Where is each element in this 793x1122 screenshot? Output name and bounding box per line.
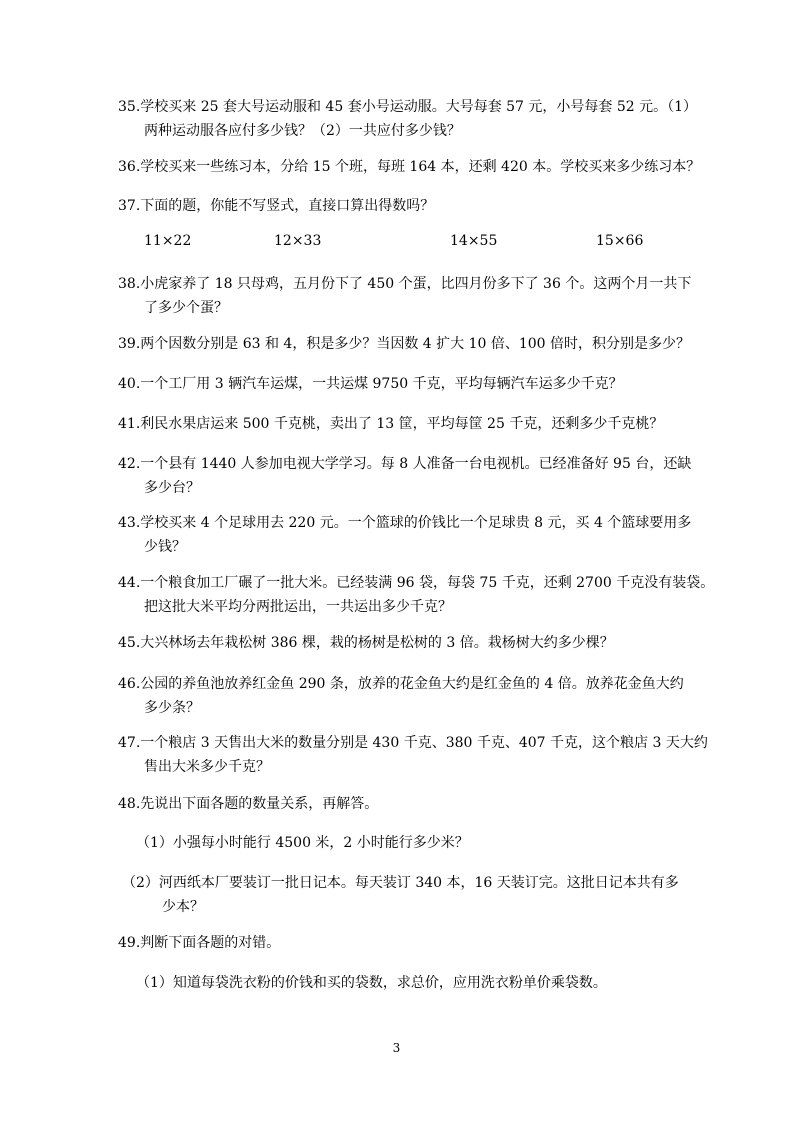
page-number: 3 <box>392 1041 401 1055</box>
question-47-line1: 47.一个粮店 3 天售出大米的数量分别是 430 千克、380 千克、407 千克，这个粮店 3 天大约 <box>118 735 708 751</box>
question-44-line1: 44.一个粮食加工厂碾了一批大米。已经装满 96 袋，每袋 75 千克，还剩 2700 千克没有装袋。 <box>118 575 715 591</box>
question-37-item-2: 12×33 <box>274 233 322 249</box>
question-37-item-3: 14×55 <box>450 233 498 249</box>
question-44 <box>118 571 715 619</box>
question-43 <box>118 511 692 559</box>
question-36-line1: 36.学校买来一些练习本，分给 15 个班，每班 164 本，还剩 420 本。学校买来多少练习本？ <box>118 159 701 175</box>
question-39-line1: 39.两个因数分别是 63 和 4，积是多少？当因数 4 扩大 10 倍、100 倍时，积分别是多少？ <box>118 336 691 352</box>
question-48 <box>118 792 688 816</box>
question-37-line1: 37.下面的题，你能不写竖式，直接口算出得数吗？ <box>118 198 435 214</box>
question-46-line1: 46.公园的养鱼池放养红金鱼 290 条，放养的花金鱼大约是红金鱼的 4 倍。放养花金鱼大约 <box>118 676 684 692</box>
question-38 <box>118 272 692 320</box>
question-48-sub-2-line2: 少本？ <box>162 899 204 915</box>
question-48-sub-1 <box>136 831 706 855</box>
question-38-line1: 38.小虎家养了 18 只母鸡，五月份下了 450 个蛋，比四月份多下了 36 个。这两个月一共下 <box>118 276 692 292</box>
question-47 <box>118 731 708 779</box>
question-35-line2: 两种运动服各应付多少钱？（2）一共应付多少钱？ <box>144 123 461 139</box>
question-43-line2: 少钱？ <box>144 539 186 555</box>
question-45 <box>118 631 688 655</box>
question-48-sub-1-text: （1）小强每小时能行 4500 米，2 小时能行多少米？ <box>136 835 469 851</box>
question-45-line1: 45.大兴林场去年栽松树 386 棵，栽的杨树是松树的 3 倍。栽杨树大约多少棵？ <box>118 635 614 651</box>
question-46-line2: 多少条？ <box>144 700 200 716</box>
question-35 <box>118 95 698 143</box>
question-41 <box>118 412 688 436</box>
question-37-items <box>144 233 704 257</box>
question-48-sub-2-line1: （2）河西纸本厂要装订一批日记本。每天装订 340 本，16 天装订完。这批日记本共有多 <box>122 875 679 891</box>
question-41-line1: 41.利民水果店运来 500 千克桃，卖出了 13 筐，平均每筐 25 千克，还剩多少千克桃？ <box>118 416 664 432</box>
question-39 <box>118 332 691 356</box>
question-40 <box>118 372 688 396</box>
question-43-line1: 43.学校买来 4 个足球用去 220 元。一个篮球的价钱比一个足球贵 8 元，买 4 个篮球要用多 <box>118 515 692 531</box>
question-37-item-4: 15×66 <box>596 233 644 249</box>
question-48-line1: 48.先说出下面各题的数量关系，再解答。 <box>118 796 379 812</box>
question-42-line2: 多少台？ <box>144 480 200 496</box>
question-36 <box>118 155 701 179</box>
question-42 <box>118 452 692 500</box>
question-40-line1: 40.一个工厂用 3 辆汽车运煤，一共运煤 9750 千克，平均每辆汽车运多少千克？ <box>118 376 623 392</box>
question-37-item-1: 11×22 <box>144 233 192 249</box>
question-46 <box>118 672 688 720</box>
question-38-line2: 了多少个蛋？ <box>144 300 228 316</box>
question-49 <box>118 931 688 955</box>
question-49-sub-1-text: （1）知道每袋洗衣粉的价钱和买的袋数，求总价，应用洗衣粉单价乘袋数。 <box>136 975 607 991</box>
question-42-line1: 42.一个县有 1440 人参加电视大学学习。每 8 人准备一台电视机。已经准备好 95 台，还缺 <box>118 456 692 472</box>
question-37 <box>118 194 688 218</box>
question-48-sub-2 <box>122 871 692 919</box>
question-44-line2: 把这批大米平均分两批运出，一共运出多少千克？ <box>144 599 452 615</box>
question-49-line1: 49.判断下面各题的对错。 <box>118 935 281 951</box>
question-49-sub-1 <box>136 971 706 995</box>
question-35-line1: 35.学校买来 25 套大号运动服和 45 套小号运动服。大号每套 57 元，小号每套 52 元。（1） <box>118 99 698 115</box>
question-47-line2: 售出大米多少千克？ <box>144 759 270 775</box>
